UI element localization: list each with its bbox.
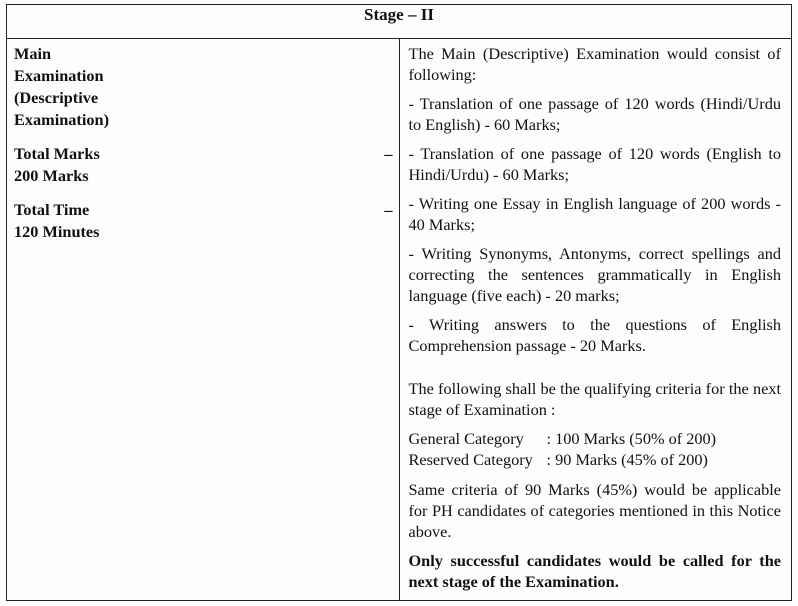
total-marks-label: Total Marks: [14, 144, 100, 163]
criteria-intro: The following shall be the qualifying criteria for the next stage of Examination :: [408, 379, 781, 419]
total-marks-line: [14, 143, 393, 165]
criteria-category: Reserved Category: [408, 450, 533, 469]
content-row: [7, 39, 792, 601]
exam-details-cell: [399, 39, 792, 601]
exam-type-line: (Descriptive: [14, 88, 99, 107]
header-row: [7, 5, 792, 39]
stage-title: Stage – II: [7, 5, 792, 39]
exam-item: - Writing answers to the questions of English Comprehension passage - 20 Marks.: [408, 315, 781, 355]
exam-type-block: [14, 43, 393, 131]
total-time-value: 120 Minutes: [14, 222, 100, 241]
final-note: Only successful candidates would be called for the next stage of the Examination.: [408, 551, 781, 591]
criteria-category: General Category: [408, 429, 524, 448]
exam-type-line: Main: [14, 44, 52, 63]
total-time-block: [14, 199, 393, 243]
spacer: [409, 364, 782, 378]
exam-item: - Translation of one passage of 120 words (Hindi/Urdu to English) - 60 Marks;: [408, 94, 781, 134]
ph-note: Same criteria of 90 Marks (45%) would be applicable for PH candidates of categories mentioned in this Notice above.: [408, 480, 781, 541]
total-time-line: [14, 199, 393, 221]
exam-type-line: Examination): [14, 110, 109, 129]
criteria-row: [409, 449, 782, 470]
total-time-dash: –: [384, 200, 393, 219]
criteria-value: : 100 Marks (50% of 200): [546, 429, 717, 448]
total-marks-dash: –: [384, 144, 393, 163]
exam-item: - Writing one Essay in English language of 200 words - 40 Marks;: [408, 194, 781, 234]
total-time-label: Total Time: [14, 200, 90, 219]
total-marks-value: 200 Marks: [14, 166, 89, 185]
criteria-value: : 90 Marks (45% of 200): [546, 450, 708, 469]
exam-summary-cell: [7, 39, 400, 601]
intro-text: The Main (Descriptive) Examination would consist of following:: [408, 44, 781, 84]
exam-item: - Translation of one passage of 120 words (English to Hindi/Urdu) - 60 Marks;: [408, 144, 781, 184]
exam-item: - Writing Synonyms, Antonyms, correct spellings and correcting the sentences grammatically in English language (five each) - 20 marks;: [408, 244, 781, 305]
exam-type-line: Examination: [14, 66, 104, 85]
criteria-row: [409, 428, 782, 449]
criteria-list: [409, 428, 782, 470]
total-marks-block: [14, 143, 393, 187]
stage-table: [6, 4, 792, 601]
